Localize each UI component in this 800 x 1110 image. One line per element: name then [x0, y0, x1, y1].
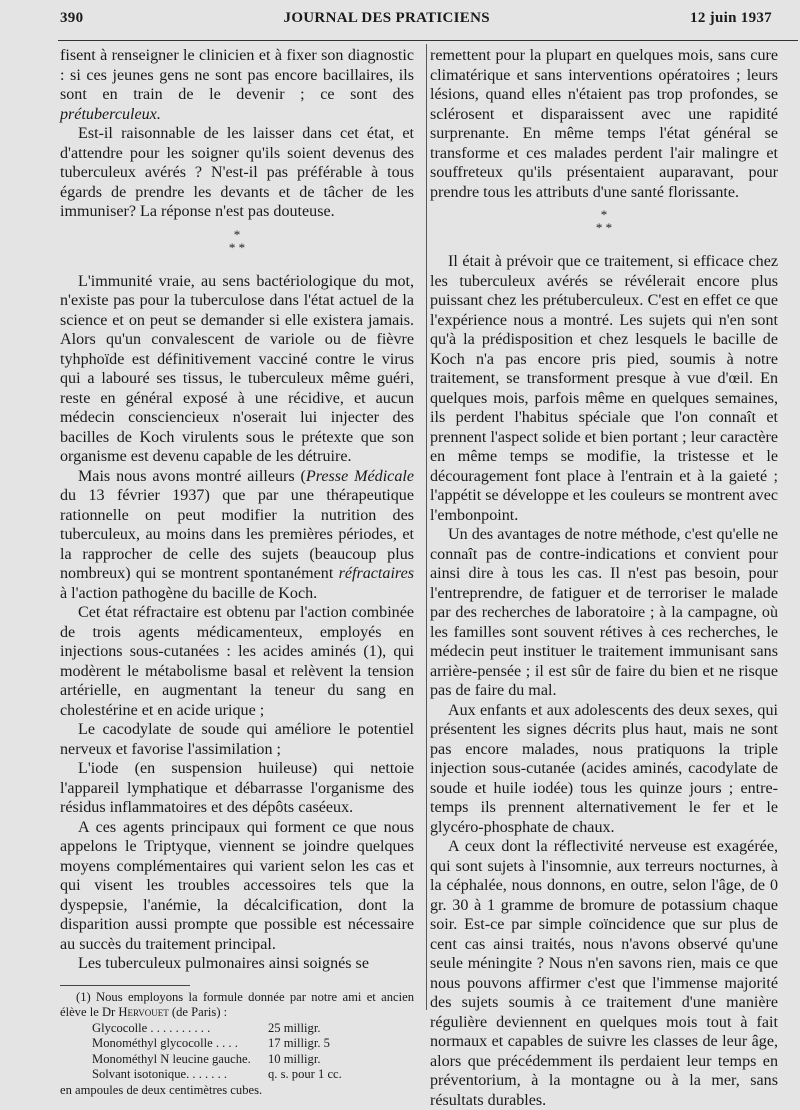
journal-title: JOURNAL DES PRATICIENS [283, 10, 490, 26]
formula-row: Monométhyl N leucine gauche. 10 milligr. [92, 1051, 321, 1066]
right-column [430, 46, 778, 1110]
paragraph: Cet état réfractaire est obtenu par l'action combinée de trois agents médicamenteux, employés en injections sous-cutanées : les acides aminés (1), qui modèrent le métabolisme basal et relèvent la tension artérielle, en augmentant la teneur du sang en cholestérine et en acide urique ; [60, 604, 414, 719]
page-header [60, 10, 772, 36]
paragraph: fisent à renseigner le clinicien et à fixer son diagnostic : si ces jeunes gens ne sont pas encore bacillaires, ils sont en train de le devenir ; ce sont des prétuberculeux. [60, 47, 414, 123]
left-column [60, 46, 414, 1098]
footnote-rule [60, 985, 190, 986]
paragraph: Le cacodylate de soude qui améliore le potentiel nerveux et favorise l'assimilation ; [60, 721, 414, 758]
issue-date: 12 juin 1937 [690, 10, 772, 26]
header-rule [58, 40, 798, 41]
paragraph: Les tuberculeux pulmonaires ainsi soignés se [78, 955, 369, 972]
paragraph: Mais nous avons montré ailleurs (Presse Médicale du 13 février 1937) que par une thérapeutique rationnelle on peut modifier la nutrition des tuberculeux, au moins dans les premières périodes, et la rapprocher de celle des sujets (beaucoup plus nombreux) qui se montrent spontanément réfractaires à l'action pathogène du bacille de Koch. [60, 467, 414, 602]
paragraph: Il était à prévoir que ce traitement, si efficace chez les tuberculeux avérés se révélerait encore plus puissant chez les prétuberculeux. C'est en effet ce que l'expérience nous a montré. Les sujets qui n'en sont qu'à la prédisposition et chez lesquels le bacille de Koch n'a pas encore pris pied, soumis à notre traitement, se transforment presque à vue d'œil. En quelques mois, parfois même en quelques semaines, ils perdent l'habitus spéciale que l'on connaît et prennent l'aspect solide et bien portant ; leur caractère en même temps se modifie, la tristesse et le découragement font place à l'entrain et à la gaieté ; l'appétit se développe et les couleurs se montrent avec l'embonpoint. [430, 253, 778, 524]
paragraph: A ceux dont la réflectivité nerveuse est exagérée, qui sont sujets à l'insomnie, aux terreurs nocturnes, à la céphalée, nous donnons, en outre, selon l'âge, de 0 gr. 30 à 1 gramme de bromure de potassium chaque soir. Est-ce par simple coïncidence que sur plus de cent cas ainsi traités, nous n'avons observé qu'une seule méningite ? Nous n'en savons rien, mais ce que nous pouvons affirmer c'est que l'immense majorité des sujets soumis à ce traitement d'une manière régulière deviennent en quelques mois tout à fait normaux et capables de suivre les classes de leur âge, alors que précédemment ils perdaient leur temps en préventorium, à la montagne ou à la mer, sans résultats durables. [430, 838, 778, 1109]
paragraph: A ces agents principaux qui forment ce que nous appelons le Triptyque, viennent se joindre quelques moyens complémentaires qui varient selon les cas et qui visent les troubles accessoires tels que la dyspepsie, l'anémie, la décalcification, dont la disparition aussi prompte que possible est nécessaire au succès du traitement principal. [60, 818, 414, 953]
footnote-intro: (1) Nous employons la formule donnée par notre ami et ancien élève le Dr Hervouet (de Paris) : [60, 989, 414, 1019]
footnote [60, 990, 414, 1099]
paragraph: Est-il raisonnable de les laisser dans cet état, et d'attendre pour les soigner qu'ils soient devenus des tuberculeux avérés ? N'est-il pas préférable à tous égards de prendre les devants et de tâcher de les immuniser? La réponse n'est pas douteuse. [60, 125, 414, 220]
formula-row: Monométhyl glycocolle . . . . 17 milligr. 5 [92, 1036, 330, 1050]
section-separator: * * * [595, 207, 613, 235]
formula-table [92, 1021, 414, 1083]
paragraph: L'iode (en suspension huileuse) qui nettoie l'appareil lymphatique et débarrasse l'organisme des résidus inflammatoires et des dépôts caséeux. [60, 760, 414, 816]
paragraph: Un des avantages de notre méthode, c'est qu'elle ne connaît pas de contre-indications et convient pour ainsi dire à tous les cas. Il n'est pas besoin, pour l'entreprendre, de fatiguer et de terroriser le malade par des recherches de laboratoire ; à la campagne, où les familles sont souvent rétives à ces recherches, le médecin peut instituer le traitement immunisant sans arrière-pensée ; il est sûr de faire du bien et ne risque pas de faire du mal. [430, 526, 778, 699]
formula-row: Solvant isotonique. . . . . . . q. s. pour 1 cc. [92, 1067, 342, 1081]
paragraph: Aux enfants et aux adolescents des deux sexes, qui présentent les signes décrits plus haut, mais ne sont pas encore malades, nous pratiquons la triple injection sous-cutanée (acides aminés, cacodylate de soude et huile iodée) tous les quinze jours ; entre-temps ils prennent alternativement le fer et le glycéro-phosphate de chaux. [430, 701, 778, 836]
column-divider [426, 44, 427, 1010]
formula-row: Glycocolle . . . . . . . . . . 25 milligr. [92, 1020, 321, 1035]
page-number: 390 [60, 10, 84, 26]
footnote-outro: en ampoules de deux centimètres cubes. [60, 1082, 263, 1097]
section-separator: * * * [228, 226, 246, 255]
paragraph: L'immunité vraie, au sens bactériologique du mot, n'existe pas pour la tuberculose dans l'état actuel de la science et on peut se demander si elle existera jamais. Alors qu'un convalescent de variole ou de fièvre tyhphoïde est définitivement vacciné contre le virus qui a labouré ses tissus, le tuberculeux même guéri, reste en général exposé à une récidive, et aucun médecin consciencieux n'oserait lui injecter des bacilles de Koch virulents sous le prétexte que son organisme est devenu capable de les détruire. [60, 272, 414, 465]
paragraph: remettent pour la plupart en quelques mois, sans cure climatérique et sans interventions opératoires ; leurs lésions, quand elles n'étaient pas trop profondes, se sclérosent et disparaissent avec une rapidité surprenante. En même temps l'état général se transforme et ces malades perdent l'air malingre et souffreteux qu'ils présentaient auparavant, pour prendre tous les attributs d'une santé florissante. [430, 47, 778, 201]
